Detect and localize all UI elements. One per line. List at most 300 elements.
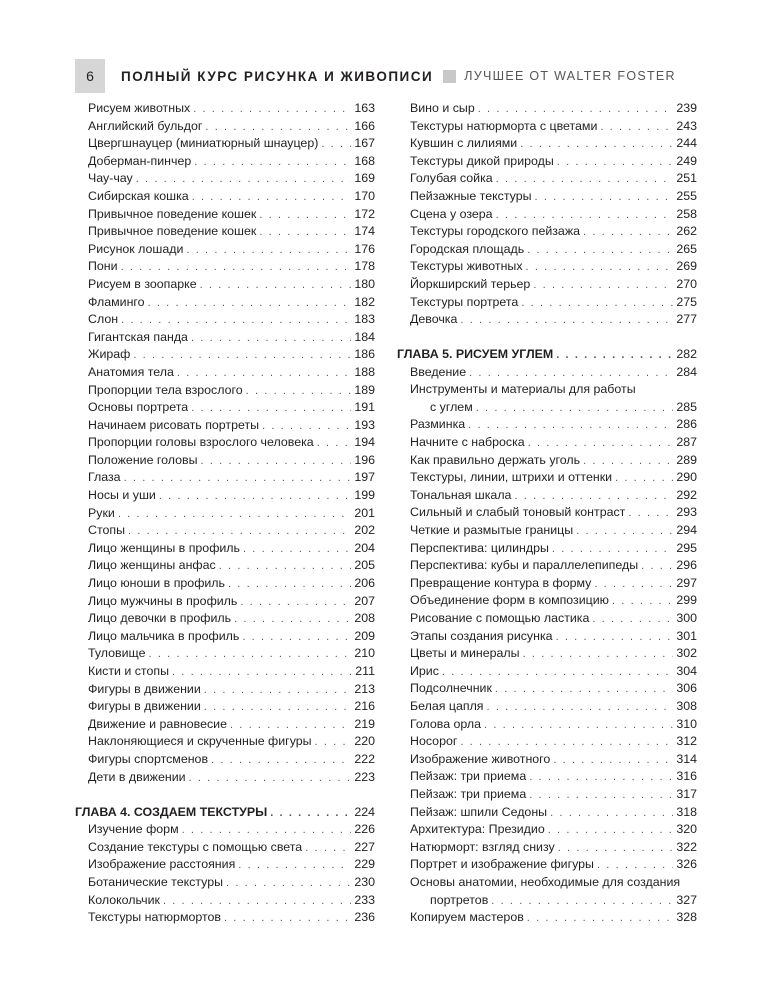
dot-leader: [270, 805, 351, 823]
toc-entry-page: 326: [676, 857, 697, 872]
toc-entry-page: 316: [676, 769, 697, 784]
toc-entry: [75, 258, 375, 276]
dot-leader: [594, 576, 673, 594]
toc-entry-page: 262: [676, 224, 697, 239]
toc-entry-title: Лицо женщины анфас: [88, 558, 216, 573]
toc-entry-title: Дети в движении: [88, 769, 186, 784]
toc-entry-page: 269: [676, 259, 697, 274]
toc-entry: [75, 434, 375, 452]
toc-entry-title: Носы и уши: [88, 488, 156, 503]
toc-entry-title: Чау-чау: [88, 171, 133, 186]
toc-entry: [397, 557, 697, 575]
toc-entry-page: 182: [354, 294, 375, 309]
toc-entry-page: 224: [354, 804, 375, 819]
dot-leader: [148, 295, 352, 313]
dot-leader: [641, 558, 673, 576]
dot-leader: [556, 629, 674, 647]
dot-leader: [189, 770, 352, 788]
toc-entry-page: 196: [354, 452, 375, 467]
toc-right-column: [397, 100, 697, 927]
dot-leader: [191, 400, 351, 418]
toc-entry-title: Положение головы: [88, 452, 198, 467]
toc-entry: [397, 153, 697, 171]
toc-entry-page: 255: [676, 188, 697, 203]
toc-entry-title: Натюрморт: взгляд снизу: [410, 839, 555, 854]
toc-entry-page: 322: [676, 839, 697, 854]
toc-entry-title: Тональная шкала: [410, 487, 512, 502]
toc-entry: [75, 382, 375, 400]
toc-entry-wrapped-line: [397, 874, 697, 892]
dot-leader: [557, 154, 674, 172]
toc-entry: [75, 241, 375, 259]
dot-leader: [628, 505, 673, 523]
toc-entry-title: Изображение расстояния: [88, 857, 236, 872]
toc-entry-title: Ботанические текстуры: [88, 874, 224, 889]
dot-leader: [240, 594, 351, 612]
dot-leader: [246, 383, 352, 401]
toc-entry-page: 258: [676, 206, 697, 221]
toc-entry-title: Текстуры дикой природы: [410, 153, 554, 168]
dot-leader: [484, 717, 673, 735]
toc-entry-title: Основы портрета: [88, 400, 189, 415]
dot-leader: [315, 734, 352, 752]
toc-entry-title: Гигантская панда: [88, 329, 188, 344]
toc-entry-page: 205: [354, 558, 375, 573]
toc-entry-title: Голубая сойка: [410, 171, 493, 186]
dot-leader: [259, 207, 351, 225]
toc-entry-page: 222: [354, 751, 375, 766]
toc-entry-title: Создание текстуры с помощью света: [88, 839, 303, 854]
toc-entry-title: Наклоняющиеся и скрученные фигуры: [88, 734, 312, 749]
toc-entry-title: Доберман-пинчер: [88, 153, 192, 168]
toc-entry: [75, 610, 375, 628]
toc-entry-page: 294: [676, 523, 697, 538]
dot-leader: [583, 453, 673, 471]
toc-entry-title: Сильный и слабый тоновый контраст: [410, 505, 626, 520]
dot-leader: [597, 857, 673, 875]
toc-entry: [75, 153, 375, 171]
toc-entry: [397, 804, 697, 822]
toc-entry-page: 304: [676, 663, 697, 678]
dot-leader: [305, 840, 351, 858]
toc-entry-page: 306: [676, 681, 697, 696]
toc-entry: [75, 346, 375, 364]
dot-leader: [230, 717, 351, 735]
toc-entry-title: Привычное поведение кошек: [88, 206, 257, 221]
toc-entry-title: Движение и равновесие: [88, 716, 227, 731]
toc-entry-title: Слон: [88, 312, 119, 327]
dot-leader: [442, 664, 673, 682]
toc-entry-title: Инструменты и материалы для работы: [410, 382, 636, 397]
dot-leader: [556, 347, 673, 365]
toc-entry: [75, 839, 375, 857]
toc-entry-title: ГЛАВА 5. РИСУЕМ УГЛЕМ: [397, 347, 554, 362]
toc-entry-title: Белая цапля: [410, 698, 484, 713]
toc-entry-title: Пропорции головы взрослого человека: [88, 435, 314, 450]
toc-entry-page: 318: [676, 804, 697, 819]
dot-leader: [234, 611, 351, 629]
toc-entry: [75, 487, 375, 505]
dot-leader: [520, 136, 673, 154]
toc-entry-title: Начните с наброска: [410, 435, 525, 450]
page-number: 6: [75, 59, 105, 93]
toc-entry: [75, 188, 375, 206]
dot-leader: [121, 259, 352, 277]
toc-entry-title: Анатомия тела: [88, 364, 174, 379]
toc-entry: [397, 768, 697, 786]
toc-entry-title: Городская площадь: [410, 241, 525, 256]
dot-leader: [136, 171, 352, 189]
toc-entry-page: 300: [676, 611, 697, 626]
toc-entry-title: Привычное поведение кошек: [88, 224, 257, 239]
toc-entry-page: 206: [354, 576, 375, 591]
toc-entry-title: Превращение контура в форму: [410, 575, 592, 590]
toc-entry-title: Пейзаж: шпили Седоны: [410, 804, 548, 819]
toc-entry: [75, 751, 375, 769]
toc-entry: [397, 294, 697, 312]
toc-entry-page: 317: [676, 786, 697, 801]
toc-entry-page: 210: [354, 646, 375, 661]
toc-entry-page: 287: [676, 435, 697, 450]
toc-entry-page: 289: [676, 452, 697, 467]
dot-leader: [118, 506, 352, 524]
running-header: [75, 59, 715, 93]
toc-entry-page: 211: [355, 664, 375, 678]
toc-entry: [75, 663, 375, 681]
toc-entry: [75, 329, 375, 347]
toc-entry: [75, 769, 375, 787]
toc-chapter-heading: [397, 346, 697, 364]
toc-entry-title: Объединение форм в композицию: [410, 593, 609, 608]
toc-entry: [397, 276, 697, 294]
toc-entry-page: 176: [354, 241, 375, 256]
toc-entry: [75, 522, 375, 540]
toc-entry-title: Портрет и изображение фигуры: [410, 857, 594, 872]
dot-leader: [259, 224, 351, 242]
toc-entry: [397, 170, 697, 188]
toc-entry: [75, 557, 375, 575]
toc-entry: [75, 118, 375, 136]
dot-leader: [182, 822, 352, 840]
toc-entry-title: Фигуры в движении: [88, 681, 201, 696]
toc-entry-page: 320: [676, 822, 697, 837]
toc-entry-title: Лицо девочки в профиль: [88, 611, 232, 626]
toc-entry: [75, 311, 375, 329]
toc-entry: [75, 452, 375, 470]
toc-entry: [397, 188, 697, 206]
toc-entry-page: 265: [676, 241, 697, 256]
toc-entry-page: 297: [676, 575, 697, 590]
toc-entry: [75, 909, 375, 927]
toc-entry-page: 249: [676, 153, 697, 168]
toc-entry: [397, 206, 697, 224]
toc-entry: [397, 839, 697, 857]
toc-entry-title: Перспектива: кубы и параллелепипеды: [410, 558, 639, 573]
toc-entry-page: 204: [354, 540, 375, 555]
toc-entry-page: 243: [676, 118, 697, 133]
dot-leader: [224, 910, 351, 928]
toc-entry: [75, 276, 375, 294]
toc-entry-title: Рисуем в зоопарке: [88, 276, 197, 291]
dot-leader: [159, 488, 352, 506]
toc-entry-title: Рисунок лошади: [88, 241, 184, 256]
dot-leader: [583, 224, 673, 242]
toc-entry-title: портретов: [430, 892, 489, 907]
toc-entry-title: Английский бульдог: [88, 118, 203, 133]
toc-entry-title: Подсолнечник: [410, 681, 492, 696]
toc-entry-title: Пропорции тела взрослого: [88, 382, 243, 397]
toc-entry-page: 172: [354, 206, 375, 221]
toc-entry-page: 166: [354, 118, 375, 133]
dot-leader: [529, 787, 673, 805]
toc-entry: [397, 487, 697, 505]
toc-entry: [397, 416, 697, 434]
toc-entry: [397, 733, 697, 751]
toc-entry-title: Руки: [88, 505, 115, 520]
dot-leader: [528, 435, 674, 453]
toc-entry: [397, 522, 697, 540]
toc-entry: [397, 856, 697, 874]
dot-leader: [592, 611, 673, 629]
toc-entry: [75, 856, 375, 874]
toc-entry-page: 295: [676, 540, 697, 555]
dot-leader: [186, 242, 351, 260]
toc-entry: [397, 575, 697, 593]
toc-entry: [397, 135, 697, 153]
toc-entry-page: 301: [676, 628, 697, 643]
dot-leader: [558, 840, 674, 858]
toc-entry-title: Фигуры спортсменов: [88, 751, 209, 766]
toc-entry-page: 236: [354, 910, 375, 925]
dot-leader: [496, 171, 674, 189]
toc-entry-page: 207: [354, 593, 375, 608]
toc-entry-title: Текстуры натюрморта с цветами: [410, 118, 598, 133]
section-spacer: [397, 329, 697, 346]
toc-entry-title: Рисование с помощью ластика: [410, 611, 590, 626]
toc-entry-page: 282: [676, 347, 697, 362]
toc-entry-title: Изучение форм: [88, 822, 179, 837]
toc-entry-page: 194: [354, 435, 375, 450]
toc-entry-page: 239: [676, 101, 697, 115]
dot-leader: [243, 541, 351, 559]
dot-leader: [600, 119, 673, 137]
toc-entry-page: 296: [676, 558, 697, 573]
toc-entry: [75, 417, 375, 435]
toc-entry: [397, 645, 697, 663]
dot-leader: [226, 875, 351, 893]
toc-entry: [75, 399, 375, 417]
toc-entry: [397, 258, 697, 276]
toc-entry-title: Йоркширский терьер: [410, 276, 531, 291]
toc-entry-page: 202: [354, 523, 375, 538]
toc-entry-title: Цвергшнауцер (миниатюрный шнауцер): [88, 136, 319, 151]
toc-entry-title: Стопы: [88, 523, 125, 538]
toc-entry-title: Голова орла: [410, 716, 482, 731]
dot-leader: [468, 417, 673, 435]
dot-leader: [204, 682, 352, 700]
toc-entry-page: 188: [354, 364, 375, 379]
dot-leader: [219, 558, 352, 576]
toc-entry-page: 230: [354, 874, 375, 889]
toc-entry-page: 170: [354, 188, 375, 203]
toc-entry-page: 229: [354, 857, 375, 872]
toc-entry-page: 167: [354, 136, 375, 151]
toc-entry-page: 193: [354, 417, 375, 432]
toc-entry-page: 223: [354, 769, 375, 784]
toc-entry-page: 189: [354, 382, 375, 397]
toc-entry-page: 251: [676, 171, 697, 186]
toc-entry-title: Лицо мальчика в профиль: [88, 628, 240, 643]
toc-entry-page: 186: [354, 347, 375, 362]
toc-entry-page: 174: [354, 224, 375, 239]
dot-leader: [612, 593, 673, 611]
toc-entry-page: 292: [676, 487, 697, 502]
toc-entry-page: 226: [354, 822, 375, 837]
toc-entry-page: 216: [354, 699, 375, 714]
toc-entry-title: Как правильно держать уголь: [410, 452, 581, 467]
toc-entry-page: 327: [676, 892, 697, 907]
toc-entry-title: Кувшин с лилиями: [410, 136, 518, 151]
toc-entry-title: Пейзаж: три приема: [410, 786, 527, 801]
toc-entry-page: 178: [354, 259, 375, 274]
dot-leader: [121, 312, 351, 330]
dot-leader: [615, 470, 673, 488]
toc-entry: [75, 593, 375, 611]
dot-leader: [527, 242, 673, 260]
dot-leader: [553, 752, 673, 770]
dot-leader: [238, 857, 351, 875]
toc-entry: [397, 434, 697, 452]
toc-entry: [75, 505, 375, 523]
dot-leader: [533, 277, 673, 295]
toc-entry: [397, 663, 697, 681]
toc-entry-title: Сцена у озера: [410, 206, 493, 221]
toc-entry-page: 184: [354, 329, 375, 344]
toc-entry-page: 277: [676, 312, 697, 327]
toc-entry: [75, 716, 375, 734]
toc-entry: [75, 892, 375, 910]
dot-leader: [204, 699, 352, 717]
toc-entry: [75, 364, 375, 382]
toc-left-column: [75, 100, 375, 927]
dot-leader: [128, 523, 351, 541]
toc-entry: [75, 294, 375, 312]
toc-entry-page: 168: [354, 153, 375, 168]
toc-entry: [397, 223, 697, 241]
toc-entry-title: Кисти и стопы: [88, 664, 169, 678]
toc-entry-title: Пейзажные текстуры: [410, 188, 532, 203]
toc-entry-title: Носорог: [410, 734, 458, 749]
dot-leader: [514, 488, 673, 506]
toc-entry-page: 275: [676, 294, 697, 309]
toc-entry-title: Этапы создания рисунка: [410, 628, 553, 643]
dot-leader: [548, 822, 674, 840]
dot-leader: [211, 752, 351, 770]
toc-entry-title: Текстуры городского пейзажа: [410, 224, 581, 239]
toc-entry-title: Текстуры портрета: [410, 294, 519, 309]
toc-entry-page: 290: [676, 470, 697, 485]
toc-entry: [75, 540, 375, 558]
dot-leader: [495, 681, 673, 699]
toc-entry-page: 302: [676, 646, 697, 661]
dot-leader: [124, 470, 352, 488]
toc-entry-page: 328: [676, 910, 697, 925]
toc-entry-title: Пони: [88, 259, 118, 274]
dot-leader: [535, 189, 674, 207]
toc-entry-title: Основы анатомии, необходимые для создания: [410, 874, 681, 889]
toc-entry-title: Изображение животного: [410, 751, 551, 766]
dot-leader: [496, 207, 674, 225]
toc-entry-title: Рисуем животных: [88, 101, 191, 115]
toc-entry-title: Лицо юноши в профиль: [88, 576, 225, 591]
toc-entry: [397, 592, 697, 610]
toc-entry: [397, 628, 697, 646]
dot-leader: [523, 646, 674, 664]
toc-entry-page: 219: [354, 716, 375, 731]
toc-entry: [397, 452, 697, 470]
toc-entry: [397, 504, 697, 522]
dot-leader: [529, 769, 673, 787]
dot-leader: [133, 347, 351, 365]
dot-leader: [487, 699, 674, 717]
dot-leader: [163, 893, 351, 911]
dot-leader: [576, 523, 673, 541]
toc-entry-title: Копируем мастеров: [410, 910, 524, 925]
toc-entry-page: 169: [354, 171, 375, 186]
series-title: ЛУЧШЕЕ ОТ WALTER FOSTER: [464, 69, 676, 83]
dot-leader: [527, 910, 674, 928]
dot-leader: [172, 664, 352, 682]
toc-entry: [75, 698, 375, 716]
toc-entry-title: Глаза: [88, 470, 121, 485]
toc-entry: [397, 364, 697, 382]
toc-entry: [397, 698, 697, 716]
toc-entry-title: Текстуры натюрмортов: [88, 910, 221, 925]
toc-entry-title: Лицо женщины в профиль: [88, 540, 240, 555]
dot-leader: [550, 805, 673, 823]
toc-entry-title: Туловище: [88, 646, 146, 661]
toc-entry-page: 299: [676, 593, 697, 608]
toc-entry: [397, 610, 697, 628]
toc-entry: [397, 909, 697, 927]
dot-leader: [201, 453, 352, 471]
toc-entry-title: Цветы и минералы: [410, 646, 520, 661]
toc-entry-title: Текстуры, линии, штрихи и оттенки: [410, 470, 613, 485]
toc-entry-page: 209: [354, 628, 375, 643]
toc-entry-title: ГЛАВА 4. СОЗДАЕМ ТЕКСТУРЫ: [75, 804, 268, 819]
toc-entry: [75, 874, 375, 892]
toc-entry-page: 199: [354, 488, 375, 503]
toc-entry-title: Лицо мужчины в профиль: [88, 593, 238, 608]
toc-entry-page: 191: [354, 400, 375, 415]
dot-leader: [193, 101, 351, 119]
toc-entry: [397, 399, 697, 417]
dot-leader: [460, 734, 673, 752]
toc-entry-page: 208: [354, 611, 375, 626]
toc-entry: [397, 118, 697, 136]
toc-entry-title: Фигуры в движении: [88, 699, 201, 714]
separator-square: [443, 70, 456, 83]
toc-entry: [397, 751, 697, 769]
toc-entry: [75, 100, 375, 118]
toc-entry-title: Фламинго: [88, 294, 145, 309]
dot-leader: [476, 400, 674, 418]
dot-leader: [205, 119, 351, 137]
toc-entry-title: Вино и сыр: [410, 101, 475, 115]
dot-leader: [194, 154, 351, 172]
toc-entry-page: 286: [676, 417, 697, 432]
toc-entry-page: 284: [676, 364, 697, 379]
